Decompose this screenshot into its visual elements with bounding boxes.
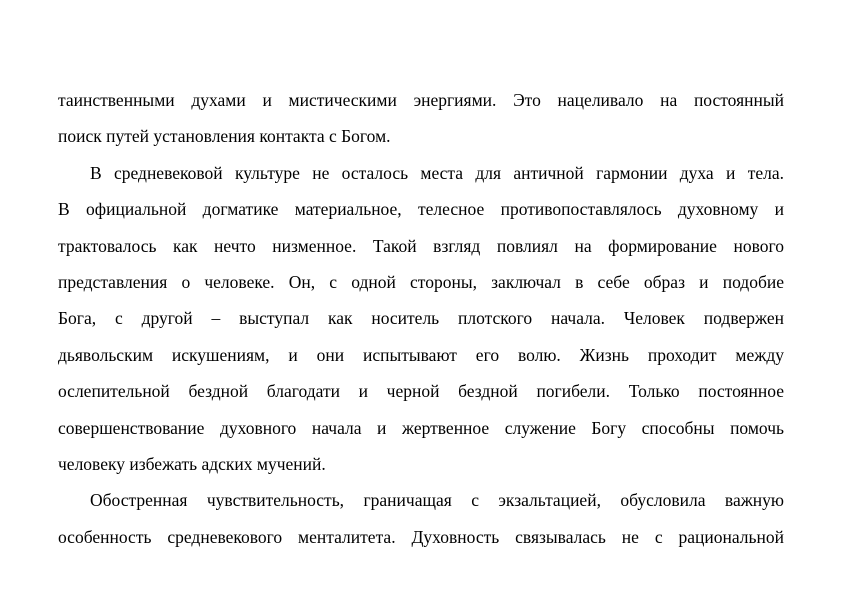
text-line: совершенствование духовного начала и жертвенное служение Богу способны помочь: [58, 417, 784, 438]
text-line: таинственными духами и мистическими энергиями. Это нацеливало на постоянный: [58, 90, 784, 110]
text-line: Бога, с другой – выступал как носитель плотского начала. Человек подвержен: [58, 308, 784, 329]
text-line: В средневековой культуре не осталось места для античной гармонии духа и тела.: [90, 162, 784, 183]
text-line: Обостренная чувствительность, граничащая с экзальтацией, обусловила важную: [90, 490, 784, 511]
text-line: ослепительной бездной благодати и черной бездной погибели. Только постоянное: [58, 381, 784, 402]
text-line: трактовалось как нечто низменное. Такой взгляд повлиял на формирование нового: [58, 235, 784, 256]
text-line: В официальной догматике материальное, телесное противопоставлялось духовному и: [58, 199, 784, 220]
text-line: человеку избежать адских мучений.: [58, 453, 326, 474]
text-line: представления о человеке. Он, с одной стороны, заключал в себе образ и подобие: [58, 271, 784, 292]
text-line: поиск путей установления контакта с Богом.: [58, 126, 391, 147]
document-page: [58, 86, 784, 559]
text-line: особенность средневекового менталитета. Духовность связывалась не с рациональной: [58, 526, 784, 547]
text-line: дьявольским искушениям, и они испытывают его волю. Жизнь проходит между: [58, 344, 784, 365]
